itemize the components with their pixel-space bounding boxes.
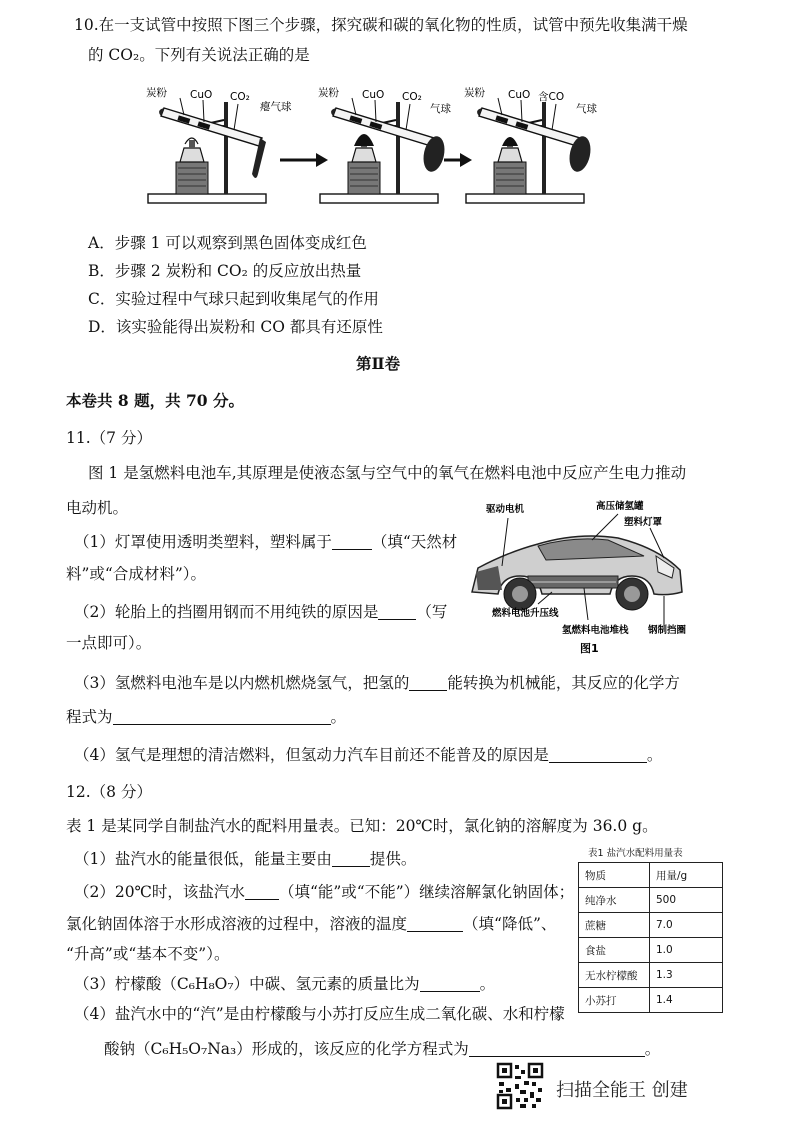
q11-sub2-text-b: （写 (416, 603, 448, 621)
table-cell-substance: 纯净水 (579, 888, 650, 913)
q12-sub4-line2 (104, 1038, 660, 1060)
q12-sub1-answer-blank[interactable] (332, 850, 370, 867)
q11-sub1-text-b: （填“天然材 (371, 533, 458, 551)
q12-sub4-equation-blank[interactable] (469, 1040, 645, 1057)
table-cell-substance: 蔗糖 (579, 913, 650, 938)
q11-intro-line2: 电动机。 (66, 499, 129, 517)
step2-label-balloon: 气球 (430, 103, 451, 115)
table1-caption: 表1 盐汽水配料用量表 (588, 848, 683, 859)
step2-flame (354, 134, 374, 146)
step2-label-gas: CO₂ (402, 91, 422, 103)
step2-apparatus (318, 86, 451, 203)
q11-sub1-line2: 料”或“合成材料”）。 (66, 565, 207, 583)
q11-sub3-line1 (74, 672, 680, 694)
q11-sub4-answer-blank[interactable] (549, 746, 647, 763)
q12-sub2-line3: “升高”或“基本不变”）。 (66, 945, 230, 963)
label-fuel-cell-stack: 氢燃料电池堆栈 (562, 625, 629, 636)
q12-sub4-line1: （4）盐汽水中的“汽”是由柠檬酸与小苏打反应生成二氧化碳、水和柠檬 (74, 1005, 565, 1023)
figure-caption: 图1 (580, 642, 599, 655)
table-cell-amount: 1.0 (650, 938, 723, 963)
q11-sub1-text-a: （1）灯罩使用透明类塑料，塑料属于 (74, 533, 332, 551)
step3-flame (502, 137, 518, 146)
q12-sub1-text-a: （1）盐汽水的能量很低，能量主要由 (74, 850, 332, 868)
q12-sub2-line1 (74, 881, 574, 903)
step1-label-gas: CO₂ (230, 91, 250, 103)
qr-code-icon (496, 1062, 544, 1110)
q12-intro: 表 1 是某同学自制盐汽水的配料用量表。已知：20℃时，氯化钠的溶解度为 36.0 g。 (66, 817, 658, 835)
q11-heading: 11.（7 分） (66, 429, 152, 447)
section-intro: 本卷共 8 题，共 70 分。 (66, 391, 244, 410)
q11-sub2-text-a: （2）轮胎上的挡圈用钢而不用纯铁的原因是 (74, 603, 379, 621)
q12-sub2-line2 (66, 913, 556, 935)
table-row (579, 913, 723, 938)
q10-option-c: C．实验过程中气球只起到收集尾气的作用 (88, 290, 379, 308)
table-cell-amount: 500 (650, 888, 723, 913)
step3-label-cuo: CuO (508, 89, 531, 101)
table-cell-amount: 1.4 (650, 988, 723, 1013)
q11-sub4 (74, 744, 662, 766)
step3-label-balloon: 气球 (576, 103, 597, 115)
q10-option-a: A．步骤 1 可以观察到黑色固体变成红色 (88, 234, 367, 252)
q10-option-d: D．该实验能得出炭粉和 CO 都具有还原性 (88, 318, 383, 336)
q11-sub1-answer-blank[interactable] (332, 533, 372, 550)
q11-sub3-text-a: （3）氢燃料电池车是以内燃机燃烧氢气，把氢的 (74, 674, 410, 692)
q11-intro-line1: 图 1 是氢燃料电池车,其原理是使液态氢与空气中的氧气在燃料电池中反应产生电力推动 (88, 464, 687, 482)
table-row (579, 938, 723, 963)
section-title: 第Ⅱ卷 (356, 354, 401, 373)
step1-label-cuo: CuO (190, 89, 213, 101)
step3-label-carbon: 炭粉 (464, 87, 485, 99)
q12-sub3-text-a: （3）柠檬酸（C₆H₈O₇）中碳、氢元素的质量比为 (74, 975, 420, 993)
q10-apparatus-figure (140, 82, 600, 214)
step2-label-cuo: CuO (362, 89, 385, 101)
q12-sub3-text-b: 。 (479, 975, 496, 993)
q10-stem-line2: 的 CO₂。下列有关说法正确的是 (88, 46, 310, 64)
q10-option-b: B．步骤 2 炭粉和 CO₂ 的反应放出热量 (88, 262, 362, 280)
q11-sub1-line1 (74, 531, 457, 553)
q11-sub3-text-c: 程式为 (66, 708, 113, 726)
q11-sub4-text-a: （4）氢气是理想的清洁燃料，但氢动力汽车目前还不能普及的原因是 (74, 746, 549, 764)
q11-sub3-line2 (66, 706, 346, 728)
label-steel-ring: 钢制挡圈 (648, 625, 687, 636)
q10-stem-line1: 10.在一支试管中按照下图三个步骤，探究碳和碳的氧化物的性质，试管中预先收集满干燥 (74, 16, 688, 34)
step3-label-gas: 含CO (538, 91, 565, 103)
label-plastic-lamp: 塑料灯罩 (624, 517, 663, 528)
q12-sub3 (74, 973, 495, 995)
q12-sub3-answer-blank[interactable] (420, 975, 480, 992)
table-cell-amount: 7.0 (650, 913, 723, 938)
table-header-row (579, 863, 723, 888)
q11-sub2-line2: 一点即可）。 (66, 634, 152, 652)
q12-sub2-text-a: （2）20℃时，该盐汽水 (74, 883, 245, 901)
q11-fuel-cell-car-figure (468, 496, 688, 658)
q11-sub3-text-d: 。 (330, 708, 347, 726)
q11-sub4-text-b: 。 (646, 746, 663, 764)
table-row (579, 963, 723, 988)
q11-sub3-answer-blank1[interactable] (409, 674, 447, 691)
q12-sub1 (74, 848, 416, 870)
step1-label-carbon: 炭粉 (146, 87, 167, 99)
q11-sub2-answer-blank[interactable] (378, 603, 416, 620)
step3-apparatus (464, 86, 597, 203)
label-boost-line: 燃料电池升压线 (492, 608, 559, 619)
table1-ingredients (578, 862, 723, 1013)
label-drive-motor: 驱动电机 (486, 504, 525, 515)
q12-heading: 12.（8 分） (66, 783, 152, 801)
q12-sub2-answer-blank1[interactable] (245, 883, 279, 900)
table-row (579, 888, 723, 913)
q12-sub2-text-b: （填“能”或“不能”）继续溶解氯化钠固体； (278, 883, 575, 901)
q12-sub4-text-b: 酸钠（C₆H₅O₇Na₃）形成的，该反应的化学方程式为 (104, 1040, 469, 1058)
label-hydrogen-tank: 高压储氢罐 (596, 501, 644, 512)
q11-sub3-text-b: 能转换为机械能，其反应的化学方 (447, 674, 680, 692)
table-cell-substance: 食盐 (579, 938, 650, 963)
table-header-cell: 物质 (579, 863, 650, 888)
step1-label-balloon: 瘪气球 (260, 101, 292, 113)
step2-label-carbon: 炭粉 (318, 87, 339, 99)
q11-sub3-equation-blank[interactable] (113, 708, 331, 725)
q12-sub2-text-d: （填“降低”、 (463, 915, 557, 933)
table-cell-amount: 1.3 (650, 963, 723, 988)
table-header-cell: 用量/g (650, 863, 723, 888)
scanner-watermark: 扫描全能王 创建 (556, 1080, 688, 1101)
table-row (579, 988, 723, 1013)
q11-sub2-line1 (74, 601, 447, 623)
table-cell-substance: 无水柠檬酸 (579, 963, 650, 988)
q12-sub2-answer-blank2[interactable] (407, 915, 463, 932)
q12-sub2-text-c: 氯化钠固体溶于水形成溶液的过程中，溶液的温度 (66, 915, 408, 933)
step1-apparatus (146, 86, 292, 203)
q12-sub4-text-c: 。 (644, 1040, 661, 1058)
car-body (472, 514, 682, 610)
table-cell-substance: 小苏打 (579, 988, 650, 1013)
q12-sub1-text-b: 提供。 (369, 850, 417, 868)
